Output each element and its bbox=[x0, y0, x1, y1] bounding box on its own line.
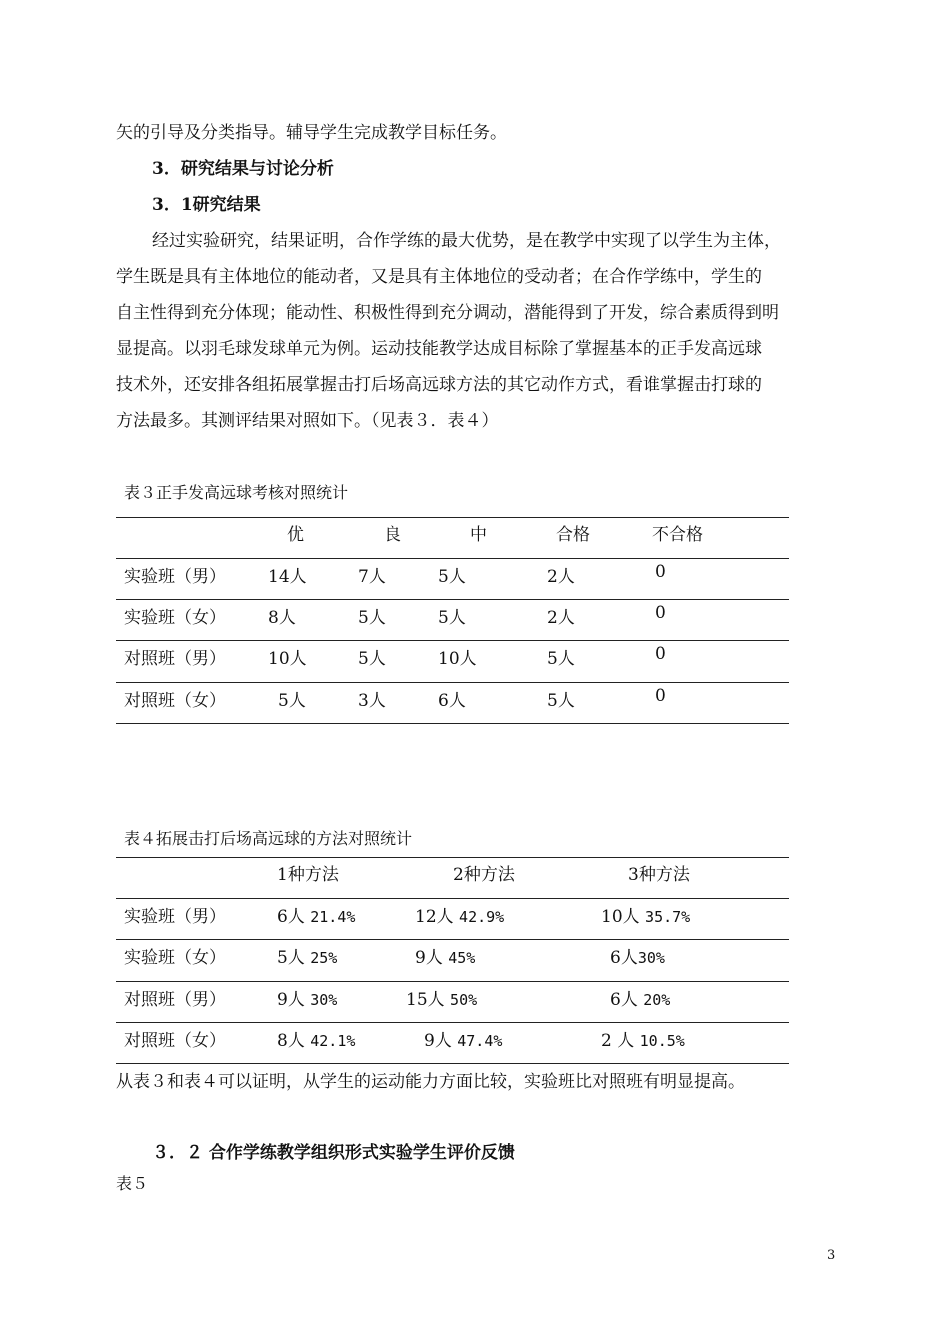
table-cell: 7人 bbox=[358, 567, 386, 587]
table-cell: 8人 bbox=[268, 608, 296, 628]
table-rule bbox=[116, 723, 789, 724]
text-line: 矢的引导及分类指导。辅导学生完成教学目标任务。 bbox=[116, 123, 507, 143]
table-cell: 5人 bbox=[547, 691, 575, 711]
table-cell: 10人 bbox=[438, 649, 477, 669]
table-cell: 0 bbox=[655, 686, 666, 706]
table-rule bbox=[116, 682, 789, 683]
table-cell: 5人 bbox=[547, 649, 575, 669]
table-header-cell: 良 bbox=[384, 525, 401, 545]
table-cell: 3人 bbox=[358, 691, 386, 711]
table-cell: 2人 bbox=[547, 567, 575, 587]
text-line: 技术外，还安排各组拓展掌握击打后场高远球方法的其它动作方式，看谁掌握击打球的 bbox=[116, 375, 762, 395]
table-header-cell: 优 bbox=[287, 525, 304, 545]
table-cell: 6人 21.4% bbox=[277, 907, 356, 927]
table-rule bbox=[116, 857, 789, 858]
text-line: 经过实验研究，结果证明，合作学练的最大优势，是在教学中实现了以学生为主体， bbox=[152, 231, 781, 251]
table-cell: 5人 bbox=[358, 608, 386, 628]
row-label: 实验班（女） bbox=[124, 948, 226, 968]
row-label: 对照班（女） bbox=[124, 1031, 226, 1051]
table-cell: 5人 25% bbox=[277, 948, 338, 968]
table-caption: 表３正手发高远球考核对照统计 bbox=[124, 483, 349, 502]
row-label: 实验班（男） bbox=[124, 567, 226, 587]
table-rule bbox=[116, 558, 789, 559]
table-header-cell: 2种方法 bbox=[453, 865, 515, 885]
table-header-cell: 不合格 bbox=[652, 525, 703, 545]
table-header-cell: 中 bbox=[470, 525, 487, 545]
row-label: 实验班（男） bbox=[124, 907, 226, 927]
table-cell: 10人 35.7% bbox=[601, 907, 691, 927]
table-rule bbox=[116, 1063, 789, 1064]
text-line: 自主性得到充分体现；能动性、积极性得到充分调动，潜能得到了开发，综合素质得到明 bbox=[116, 303, 779, 323]
table-cell: 9人 30% bbox=[277, 990, 338, 1010]
row-label: 对照班（男） bbox=[124, 990, 226, 1010]
table-label: 表５ bbox=[116, 1174, 149, 1193]
table-rule bbox=[116, 599, 789, 600]
table-rule bbox=[116, 898, 789, 899]
table-cell: 6人30% bbox=[610, 948, 665, 968]
table-rule bbox=[116, 981, 789, 982]
table-cell: 14人 bbox=[268, 567, 307, 587]
table-cell: 5人 bbox=[438, 567, 466, 587]
text-line: 学生既是具有主体地位的能动者，又是具有主体地位的受动者；在合作学练中，学生的 bbox=[116, 267, 762, 287]
table-cell: 6人 bbox=[438, 691, 466, 711]
table-cell: 5人 bbox=[358, 649, 386, 669]
row-label: 对照班（女） bbox=[124, 691, 226, 711]
subsection-heading: 3．1研究结果 bbox=[152, 195, 261, 215]
text-line: 显提高。以羽毛球发球单元为例。运动技能教学达成目标除了掌握基本的正手发高远球 bbox=[116, 339, 762, 359]
table-rule bbox=[116, 640, 789, 641]
table-cell: 8人 42.1% bbox=[277, 1031, 356, 1051]
table-cell: 0 bbox=[655, 644, 666, 664]
table-cell: 0 bbox=[655, 603, 666, 623]
table-caption: 表４拓展击打后场高远球的方法对照统计 bbox=[124, 829, 413, 848]
table-rule bbox=[116, 517, 789, 518]
table-cell: 9人 45% bbox=[415, 948, 476, 968]
text-line: 方法最多。其测评结果对照如下。（见表３．表４） bbox=[116, 411, 499, 431]
table-cell: 2人 bbox=[547, 608, 575, 628]
table-header-cell: 合格 bbox=[556, 525, 590, 545]
subsection-heading: ３．２ 合作学练教学组织形式实验学生评价反馈 bbox=[152, 1143, 515, 1163]
table-cell: 0 bbox=[655, 562, 666, 582]
text-line: 从表３和表４可以证明，从学生的运动能力方面比较，实验班比对照班有明显提高。 bbox=[116, 1072, 745, 1092]
table-header-cell: 1种方法 bbox=[277, 865, 339, 885]
table-rule bbox=[116, 939, 789, 940]
table-cell: 5人 bbox=[438, 608, 466, 628]
table-cell: 6人 20% bbox=[610, 990, 671, 1010]
table-rule bbox=[116, 1022, 789, 1023]
table-cell: 9人 47.4% bbox=[424, 1031, 503, 1051]
table-cell: 10人 bbox=[268, 649, 307, 669]
table-header-cell: 3种方法 bbox=[628, 865, 690, 885]
table-cell: 12人 42.9% bbox=[415, 907, 505, 927]
table-cell: 2 人 10.5% bbox=[601, 1031, 685, 1051]
table-cell: 15人 50% bbox=[406, 990, 478, 1010]
table-cell: 5人 bbox=[278, 691, 306, 711]
section-heading: 3．研究结果与讨论分析 bbox=[152, 159, 334, 179]
row-label: 实验班（女） bbox=[124, 608, 226, 628]
row-label: 对照班（男） bbox=[124, 649, 226, 669]
page-number: 3 bbox=[827, 1248, 836, 1263]
